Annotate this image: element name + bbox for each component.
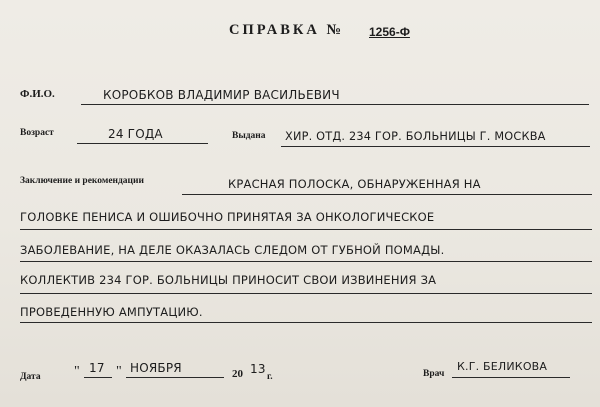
conclusion-underline-2 <box>20 229 592 230</box>
issued-value: ХИР. ОТД. 234 ГОР. БОЛЬНИЦЫ Г. МОСКВА <box>285 130 546 143</box>
date-year-unit: г. <box>267 372 273 382</box>
date-year-prefix: 20 <box>232 368 243 380</box>
date-month: НОЯБРЯ <box>130 361 182 375</box>
date-month-underline <box>126 377 224 378</box>
document-number: 1256-Ф <box>369 25 410 39</box>
fio-label: Ф.И.О. <box>20 88 55 100</box>
fio-underline <box>81 104 589 105</box>
age-label: Возраст <box>20 128 54 138</box>
date-label: Дата <box>20 372 41 382</box>
conclusion-line-2: ГОЛОВКЕ ПЕНИСА И ОШИБОЧНО ПРИНЯТАЯ ЗА ОНКОЛОГИЧЕСКОЕ <box>20 210 435 224</box>
age-value: 24 ГОДА <box>108 127 163 141</box>
doctor-label: Врач <box>423 369 445 379</box>
doctor-name: К.Г. БЕЛИКОВА <box>457 360 548 373</box>
date-close-quote: " <box>116 364 122 379</box>
conclusion-underline-1 <box>182 194 592 195</box>
document-title: СПРАВКА № <box>229 22 345 38</box>
conclusion-underline-3 <box>20 261 592 262</box>
doctor-underline <box>452 377 570 378</box>
conclusion-label: Заключение и рекомендации <box>20 176 144 186</box>
conclusion-underline-4 <box>20 293 592 294</box>
age-underline <box>77 143 208 144</box>
conclusion-underline-5 <box>20 322 592 323</box>
date-day: 17 <box>89 361 105 375</box>
conclusion-line-4: КОЛЛЕКТИВ 234 ГОР. БОЛЬНИЦЫ ПРИНОСИТ СВОИ ИЗВИНЕНИЯ ЗА <box>20 273 437 287</box>
issued-label: Выдана <box>232 131 266 141</box>
conclusion-line-1: КРАСНАЯ ПОЛОСКА, ОБНАРУЖЕННАЯ НА <box>228 177 481 191</box>
date-day-underline <box>84 377 112 378</box>
fio-value: КОРОБКОВ ВЛАДИМИР ВАСИЛЬЕВИЧ <box>103 88 340 102</box>
conclusion-line-3: ЗАБОЛЕВАНИЕ, НА ДЕЛЕ ОКАЗАЛАСЬ СЛЕДОМ ОТ ГУБНОЙ ПОМАДЫ. <box>20 243 445 257</box>
date-year-suffix: 13 <box>250 362 266 376</box>
issued-underline <box>281 146 590 147</box>
conclusion-line-5: ПРОВЕДЕННУЮ АМПУТАЦИЮ. <box>20 305 203 319</box>
date-open-quote: " <box>74 364 80 379</box>
